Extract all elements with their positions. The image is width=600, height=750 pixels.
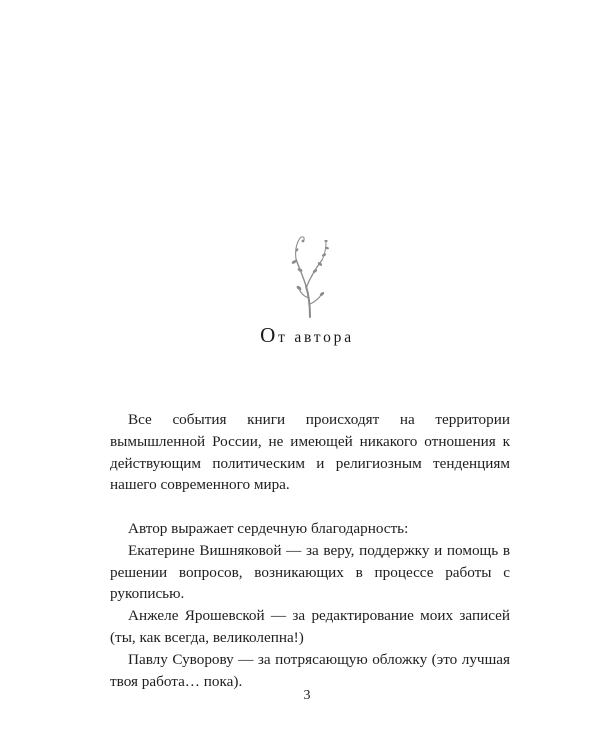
chapter-title — [0, 323, 600, 348]
paragraph-disclaimer: Все события книги происходят на территории вымышленной России, не имеющей никакого отношения к действующим политическим и религиозным тенденциям нашего современного мира. — [110, 411, 510, 494]
plant-sprig-icon — [270, 226, 342, 318]
chapter-title-rest: т автора — [278, 329, 354, 346]
page-number: 3 — [303, 688, 311, 703]
paragraph-gratitude-intro: Автор выражает сердечную благодарность: — [128, 519, 409, 537]
paragraph-thanks-suvorov: Павлу Суворову — за потрясающую обложку (это лучшая твоя работа… пока). — [110, 650, 510, 690]
chapter-title-initial: О — [260, 323, 279, 347]
paragraph-thanks-vishnyakova: Екатерине Вишняковой — за веру, поддержку и помощь в решении вопросов, возникающих в процессе работы с рукописью. — [110, 541, 510, 603]
paragraph-thanks-yaroshevskaya: Анжеле Ярошевской — за редактирование моих записей (ты, как всегда, великолепна!) — [110, 607, 510, 646]
body-text — [110, 409, 510, 692]
